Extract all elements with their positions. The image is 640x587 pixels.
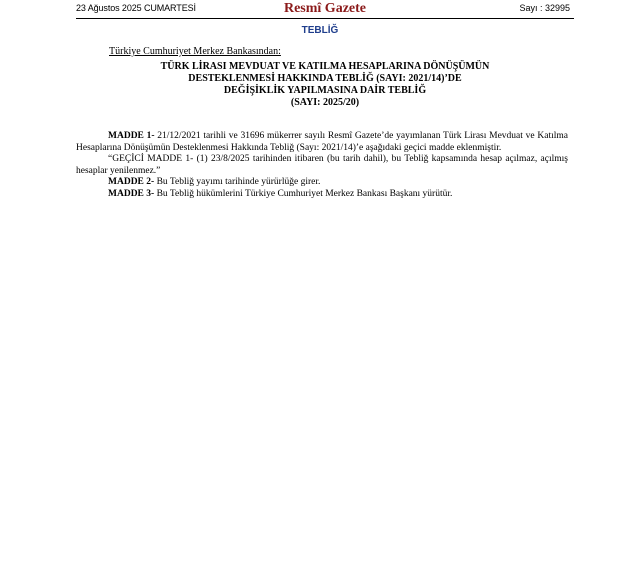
section-heading: TEBLİĞ bbox=[301, 25, 339, 36]
gazette-title: Resmî Gazete bbox=[283, 1, 367, 16]
article-1-label: MADDE 1- bbox=[108, 131, 155, 141]
article-1 bbox=[76, 131, 568, 154]
title-line-2: DESTEKLENMESİ HAKKINDA TEBLİĞ (SAYI: 2021/14)’DE bbox=[188, 73, 462, 84]
article-3-text: Bu Tebliğ hükümlerini Türkiye Cumhuriyet Merkez Bankası Başkanı yürütür. bbox=[154, 188, 453, 199]
document-title bbox=[76, 61, 574, 109]
title-line-1: TÜRK LİRASI MEVDUAT VE KATILMA HESAPLARINA DÖNÜŞÜMÜN bbox=[160, 61, 490, 72]
issue-number: Sayı : 32995 bbox=[519, 3, 570, 13]
article-2-text: Bu Tebliğ yayımı tarihinde yürürlüğe girer. bbox=[154, 177, 321, 187]
title-line-3: DEĞİŞİKLİK YAPILMASINA DAİR TEBLİĞ bbox=[223, 85, 427, 96]
temporary-article bbox=[76, 154, 568, 177]
gazette-header bbox=[76, 0, 574, 19]
article-3 bbox=[76, 189, 568, 201]
article-2-label: MADDE 2- bbox=[108, 177, 155, 187]
header-date: 23 Ağustos 2025 CUMARTESİ bbox=[76, 3, 196, 13]
article-2 bbox=[76, 177, 568, 189]
article-3-label: MADDE 3- bbox=[108, 188, 155, 199]
issuer-line: Türkiye Cumhuriyet Merkez Bankasından: bbox=[109, 46, 281, 57]
document-body bbox=[76, 131, 568, 200]
title-line-4: (SAYI: 2025/20) bbox=[290, 97, 360, 108]
temporary-article-text: “GEÇİCİ MADDE 1- (1) 23/8/2025 tarihinden itibaren (bu tarih dahil), bu Tebliğ kapsamında hesap açılmaz, açılmış hesaplar yenilenmez.” bbox=[76, 154, 568, 176]
article-1-text: 21/12/2021 tarihli ve 31696 mükerrer sayılı Resmî Gazete’de yayımlanan Türk Lirası Mevduat ve Katılma Hesaplarına Dönüşümün Desteklenmesi Hakkında Tebliğ (Sayı: 2021/14)’e aşağıdaki geçici madde eklenmiştir. bbox=[76, 131, 568, 153]
